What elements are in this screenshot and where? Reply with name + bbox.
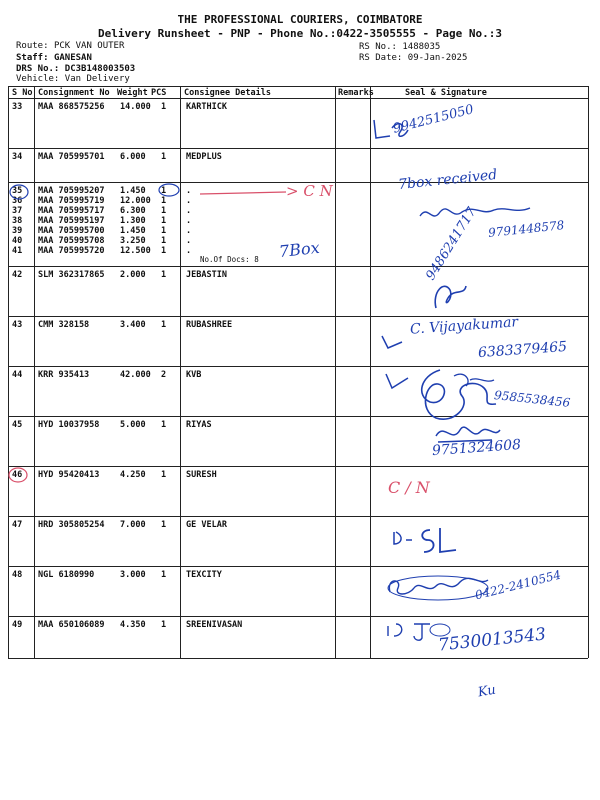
column-divider [335,86,336,658]
row-consignment: HYD 95420413 [38,470,100,480]
row-sno: 46 [12,470,23,480]
runsheet-subtitle: Delivery Runsheet - PNP - Phone No.:0422-3505555 - Page No.:3 [98,27,502,40]
row-pcs: 1 [161,226,167,236]
row-consignment: HYD 10037958 [38,420,100,430]
row-consignment: MAA 705995197 [38,216,105,226]
staff-label: Staff: [16,53,49,63]
row-consignee: MEDPLUS [186,152,222,162]
drs-line [16,64,135,74]
row-dot: . [186,246,192,256]
row-sno: 38 [12,216,23,226]
row-consignee: GE VELAR [186,520,227,530]
row-divider [8,466,588,467]
row-consignment: MAA 705995708 [38,236,105,246]
column-divider [588,86,589,658]
row-sno: 34 [12,152,23,162]
row-weight: 6.000 [120,152,146,162]
col-header-remarks: Remarks [338,88,374,98]
row-dot: . [186,196,192,206]
row-pcs: 1 [161,470,167,480]
row-pcs: 1 [161,520,167,530]
row-consignment: MAA 705995700 [38,226,105,236]
handwritten-phone: 9791448578 [487,218,565,240]
column-divider [180,86,181,658]
row-weight: 4.350 [120,620,146,630]
check-mark [380,328,404,352]
route-line [16,41,124,51]
handwritten-phone: 0422-2410554 [473,567,563,603]
col-header-weight: Weight [117,88,148,98]
row-consignment: MAA 705995719 [38,196,105,206]
row-pcs: 1 [161,420,167,430]
row-divider [8,516,588,517]
col-header-consignee: Consignee Details [184,88,271,98]
row-sno: 33 [12,102,23,112]
row-sno: 49 [12,620,23,630]
row-consignment: MAA 705995207 [38,186,105,196]
row-pcs: 1 [161,152,167,162]
handwritten-phone: 9942515050 [391,102,476,137]
row-sno: 43 [12,320,23,330]
row-weight: 14.000 [120,102,151,112]
footer-initials: Ku [476,682,497,701]
row-dot: . [186,216,192,226]
row-pcs: 2 [161,370,167,380]
row-consignment: MAA 868575256 [38,102,105,112]
row-divider [8,266,588,267]
table-top-rule [8,86,588,87]
row-pcs: 1 [161,216,167,226]
docs-value: 8 [254,255,259,264]
row-consignee: SREENIVASAN [186,620,243,630]
circled-number-mark [7,467,29,483]
row-weight: 42.000 [120,370,151,380]
rs-no-line [359,42,440,52]
row-consignee: KVB [186,370,202,380]
row-weight: 1.450 [120,186,146,196]
row-consignee: SURESH [186,470,217,480]
row-sno: 35 [12,186,23,196]
row-consignment: MAA 705995720 [38,246,105,256]
row-pcs: 1 [161,570,167,580]
handwritten-phone: 7530013543 [437,624,547,656]
staff-line [16,53,92,63]
circled-pcs-mark [157,183,181,197]
col-header-consignment: Consignment No [38,88,110,98]
table-bottom-rule [8,658,588,659]
handwritten-name: C. Vijayakumar [409,314,519,338]
signature-scribble [430,278,470,312]
row-dot: . [186,236,192,246]
row-weight: 3.000 [120,570,146,580]
vehicle-label: Vehicle: [16,74,60,84]
row-sno: 48 [12,570,23,580]
row-pcs: 1 [161,620,167,630]
row-consignment: SLM 362317865 [38,270,105,280]
row-sno: 47 [12,520,23,530]
docs-label: No.Of Docs: [200,255,250,264]
col-header-seal: Seal & Signature [405,88,487,98]
rs-no-value: 1488035 [402,42,441,52]
row-pcs: 1 [161,186,167,196]
rs-date-label: RS Date: [359,53,403,63]
column-divider [370,86,371,658]
column-divider [8,86,9,658]
row-consignee: KARTHICK [186,102,227,112]
row-sno: 40 [12,236,23,246]
rs-no-label: RS No.: [359,42,397,52]
handwritten-box-received: 7box received [397,166,498,194]
row-weight: 7.000 [120,520,146,530]
row-sno: 37 [12,206,23,216]
row-weight: 2.000 [120,270,146,280]
handwritten-phone: 6383379465 [477,338,568,362]
row-pcs: 1 [161,246,167,256]
table-header-rule [8,98,588,99]
row-consignee: RIYAS [186,420,212,430]
row-weight: 4.250 [120,470,146,480]
row-weight: 1.300 [120,216,146,226]
row-sno: 41 [12,246,23,256]
rs-date-line [359,53,467,63]
handwritten-phone: 9751324608 [431,436,522,460]
check-mark [384,368,410,392]
col-header-sno: S No [12,88,33,98]
circled-number-mark [8,184,30,200]
handwritten-box-count: 7Box [278,237,321,262]
document-title: THE PROFESSIONAL COURIERS, COIMBATORE [177,13,423,26]
route-value: PCK VAN OUTER [53,41,125,51]
row-consignment: CMM 328158 [38,320,90,330]
row-divider [8,566,588,567]
route-label: Route: [16,41,49,51]
row-sno: 42 [12,270,23,280]
vehicle-value: Van Delivery [64,74,130,84]
staff-value: GANESAN [53,53,92,63]
row-dot: . [186,206,192,216]
row-sno: 45 [12,420,23,430]
row-weight: 6.300 [120,206,146,216]
row-divider [8,148,588,149]
row-sno: 39 [12,226,23,236]
drs-label: DRS No.: [16,64,60,74]
row-dot: . [186,186,192,196]
row-weight: 5.000 [120,420,146,430]
row-consignment: MAA 650106089 [38,620,105,630]
signature-scribble [390,522,470,558]
row-consignment: KRR 935413 [38,370,90,380]
row-consignee: JEBASTIN [186,270,227,280]
handwritten-cn-mark: C / N [388,478,430,497]
drs-value: DC3B148003503 [64,64,136,74]
row-weight: 3.250 [120,236,146,246]
row-weight: 1.450 [120,226,146,236]
row-weight: 12.000 [120,196,151,206]
row-pcs: 1 [161,196,167,206]
vehicle-line [16,74,130,84]
row-consignment: NGL 6180990 [38,570,95,580]
row-sno: 36 [12,196,23,206]
row-consignment: HRD 305805254 [38,520,105,530]
row-pcs: 1 [161,236,167,246]
row-consignee: RUBASHREE [186,320,233,330]
row-weight: 3.400 [120,320,146,330]
row-weight: 12.500 [120,246,151,256]
row-pcs: 1 [161,320,167,330]
row-divider [8,616,588,617]
handwritten-phone: 9486241717 [423,204,480,283]
column-divider [34,86,35,658]
row-consignment: MAA 705995701 [38,152,105,162]
row-sno: 44 [12,370,23,380]
row-pcs: 1 [161,270,167,280]
row-divider [8,366,588,367]
row-pcs: 1 [161,102,167,112]
row-dot: . [186,226,192,236]
row-pcs: 1 [161,206,167,216]
row-consignee: TEXCITY [186,570,222,580]
rs-date-value: 09-Jan-2025 [407,53,468,63]
red-arrow-line [200,188,290,200]
row-consignment: MAA 705995717 [38,206,105,216]
handwritten-cn-mark: > C N [286,182,333,200]
col-header-pcs: PCS [151,88,167,98]
handwritten-phone: 9585538456 [493,388,571,410]
docs-count [200,255,259,264]
